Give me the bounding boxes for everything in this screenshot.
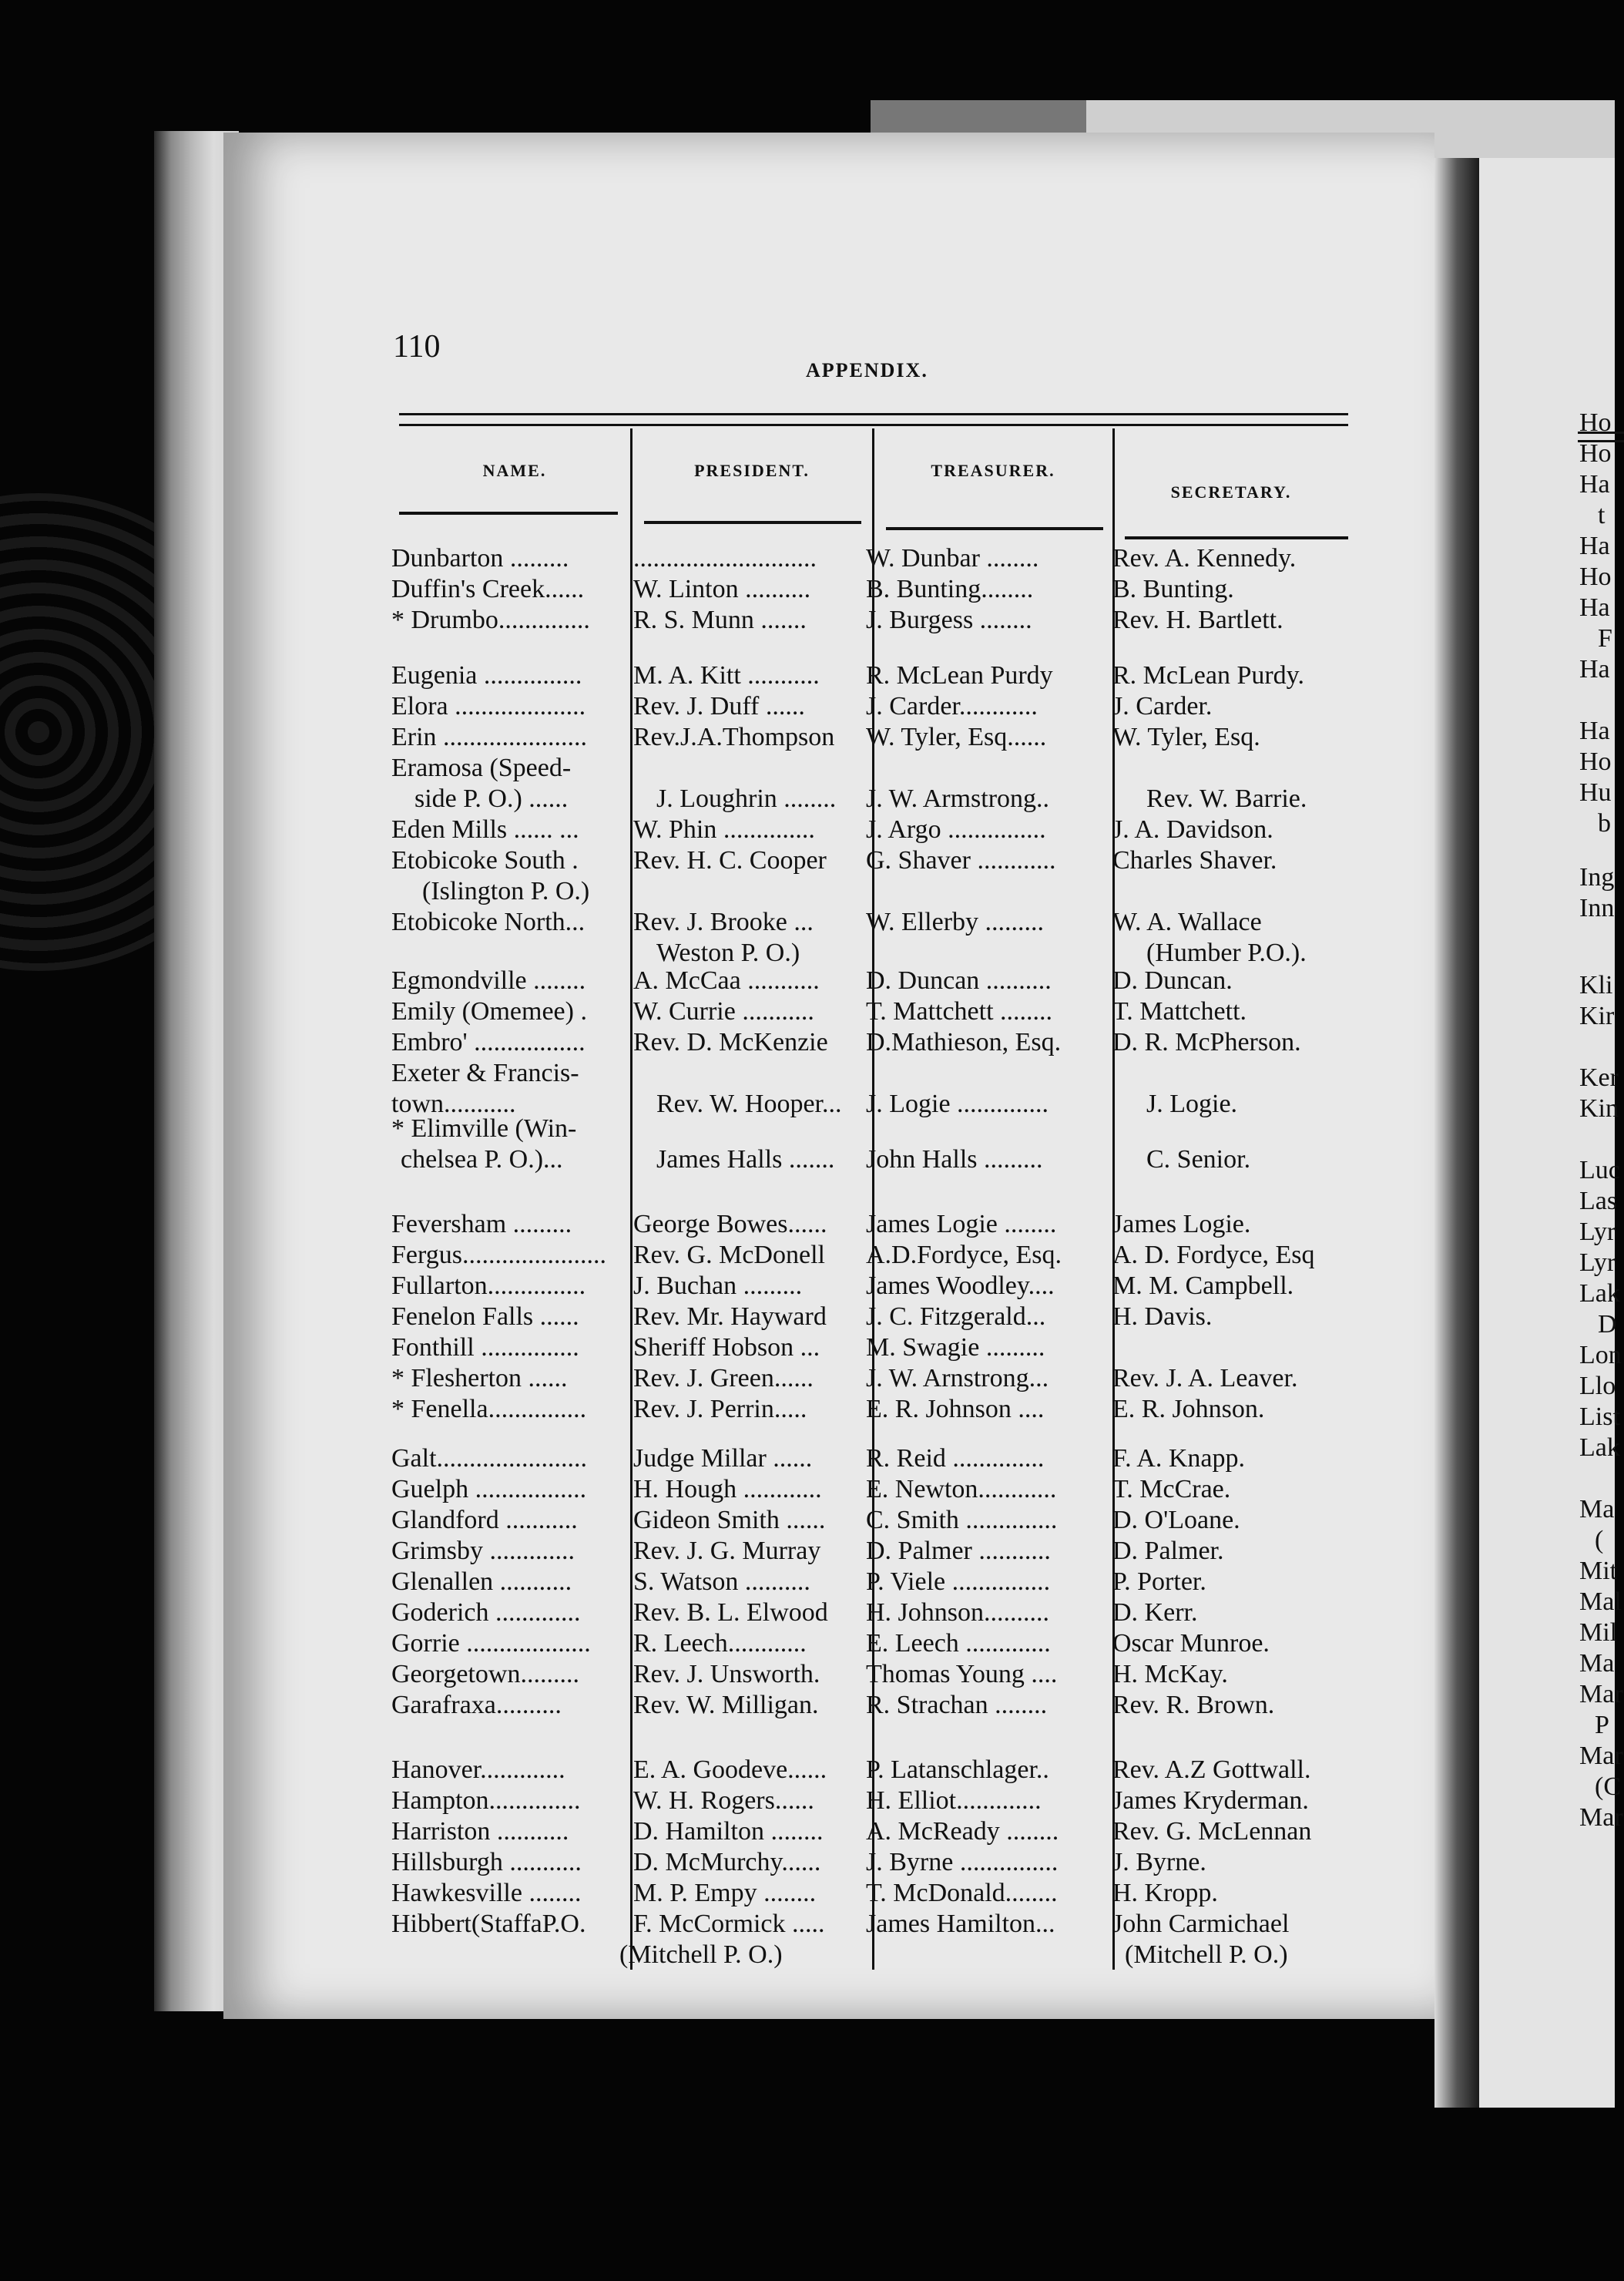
name-cell: Fullarton............... <box>391 1272 586 1300</box>
secretary-cell: Rev. J. A. Leaver. <box>1112 1364 1298 1392</box>
right-page-fragment: F <box>1598 624 1612 653</box>
name-cell: Dunbarton ......... <box>391 544 569 573</box>
president-cell: Rev.J.A.Thompson <box>633 723 835 751</box>
treasurer-cell: J. C. Fitzgerald... <box>866 1302 1046 1331</box>
treasurer-cell: W. Dunbar ........ <box>866 544 1039 573</box>
secretary-cell: R. McLean Purdy. <box>1112 661 1304 690</box>
treasurer-cell: C. Smith .............. <box>866 1506 1058 1534</box>
name-cell: side P. O.) ...... <box>414 784 569 813</box>
right-page-fragment: t <box>1598 501 1606 529</box>
treasurer-cell: G. Shaver ............ <box>866 846 1056 875</box>
name-cell: Fergus...................... <box>391 1241 606 1269</box>
president-cell: Rev. J. Brooke ... <box>633 908 814 936</box>
president-cell: Rev. J. Unsworth. <box>633 1660 820 1688</box>
name-cell: Eramosa (Speed- <box>391 754 572 782</box>
name-cell: Hanover............. <box>391 1755 565 1784</box>
name-cell: Egmondville ........ <box>391 966 586 995</box>
right-page-fragment: Lak <box>1579 1279 1620 1308</box>
name-cell: Etobicoke South . <box>391 846 579 875</box>
name-cell: Garafraxa.......... <box>391 1691 562 1719</box>
name-cell: Eugenia ............... <box>391 661 582 690</box>
president-cell: George Bowes...... <box>633 1210 827 1238</box>
name-cell: Harriston ........... <box>391 1817 569 1846</box>
secretary-cell: Oscar Munroe. <box>1112 1629 1270 1658</box>
president-cell: M. A. Kitt ........... <box>633 661 820 690</box>
secretary-cell: H. Kropp. <box>1112 1879 1218 1907</box>
name-cell: (Islington P. O.) <box>422 877 590 905</box>
treasurer-cell: James Woodley.... <box>866 1272 1055 1300</box>
right-page-fragment: b <box>1598 809 1611 838</box>
president-cell: (Mitchell P. O.) <box>619 1940 783 1969</box>
name-cell: Fenelon Falls ...... <box>391 1302 579 1331</box>
president-cell: Rev. B. L. Elwood <box>633 1598 828 1627</box>
name-cell: Glandford ........... <box>391 1506 578 1534</box>
secretary-cell: Rev. A.Z Gottwall. <box>1112 1755 1311 1784</box>
president-cell: A. McCaa ........... <box>633 966 820 995</box>
right-page-fragment: P <box>1595 1711 1609 1739</box>
right-page-fragment: Ma <box>1579 1495 1615 1523</box>
right-page-fragment: D <box>1598 1310 1617 1339</box>
secretary-cell: T. McCrae. <box>1112 1475 1231 1503</box>
column-header-secretary: SECRETARY. <box>1170 482 1292 502</box>
name-cell: Galt....................... <box>391 1444 588 1473</box>
name-cell: Fonthill ............... <box>391 1333 579 1362</box>
right-page-fragment: Ha <box>1579 655 1610 684</box>
treasurer-cell: J. Burgess ........ <box>866 606 1032 634</box>
president-cell: Rev. W. Milligan. <box>633 1691 819 1719</box>
right-page-fragment: Inn <box>1579 894 1615 922</box>
secretary-cell: Rev. R. Brown. <box>1112 1691 1275 1719</box>
name-cell: Feversham ......... <box>391 1210 572 1238</box>
right-page-fragment: Llo <box>1579 1372 1616 1400</box>
treasurer-cell: P. Latanschlager.. <box>866 1755 1049 1784</box>
treasurer-cell: R. Strachan ........ <box>866 1691 1048 1719</box>
treasurer-cell: M. Swagie ......... <box>866 1333 1045 1362</box>
president-cell: Rev. H. C. Cooper <box>633 846 827 875</box>
treasurer-cell: Thomas Young .... <box>866 1660 1058 1688</box>
secretary-cell: Rev. G. McLennan <box>1112 1817 1312 1846</box>
name-cell: Duffin's Creek...... <box>391 575 585 603</box>
president-cell: Judge Millar ...... <box>633 1444 813 1473</box>
right-page-fragment: Luc <box>1579 1156 1620 1184</box>
right-page-fragment: Lyr <box>1579 1248 1616 1277</box>
right-page-fragment: Ho <box>1579 747 1612 776</box>
column-header-treasurer: TREASURER. <box>931 461 1055 480</box>
secretary-cell: Rev. H. Bartlett. <box>1112 606 1283 634</box>
right-page-fragment: Lyr <box>1579 1218 1616 1246</box>
name-cell: * Fenella............... <box>391 1395 587 1423</box>
secretary-cell: Rev. A. Kennedy. <box>1112 544 1297 573</box>
name-cell: Grimsby ............. <box>391 1537 575 1565</box>
name-cell: Hampton.............. <box>391 1786 581 1815</box>
treasurer-cell: James Logie ........ <box>866 1210 1057 1238</box>
name-cell: Exeter & Francis- <box>391 1059 579 1087</box>
treasurer-cell: E. R. Johnson .... <box>866 1395 1045 1423</box>
president-cell: Weston P. O.) <box>656 939 800 967</box>
name-cell: Hibbert(StaffaP.O. <box>391 1910 586 1938</box>
treasurer-cell: T. McDonald........ <box>866 1879 1058 1907</box>
president-cell: W. Linton .......... <box>633 575 811 603</box>
secretary-cell: Charles Shaver. <box>1112 846 1277 875</box>
treasurer-cell: D.Mathieson, Esq. <box>866 1028 1062 1057</box>
right-page-fragment: Ho <box>1579 563 1612 591</box>
president-cell: E. A. Goodeve...... <box>633 1755 827 1784</box>
secretary-cell: James Logie. <box>1112 1210 1251 1238</box>
president-cell: Rev. W. Hooper... <box>656 1090 842 1118</box>
secretary-cell: E. R. Johnson. <box>1112 1395 1265 1423</box>
right-page-fragment: Lak <box>1579 1433 1620 1462</box>
right-page-fragment: Hu <box>1579 778 1612 807</box>
secretary-cell: C. Senior. <box>1146 1145 1251 1174</box>
treasurer-cell: J. Argo ............... <box>866 815 1046 844</box>
president-cell: D. Hamilton ........ <box>633 1817 824 1846</box>
secretary-cell: H. Davis. <box>1112 1302 1213 1331</box>
name-cell: Elora .................... <box>391 692 586 721</box>
secretary-cell: H. McKay. <box>1112 1660 1228 1688</box>
treasurer-cell: R. Reid .............. <box>866 1444 1045 1473</box>
secretary-cell: W. A. Wallace <box>1112 908 1262 936</box>
name-cell: Erin ...................... <box>391 723 588 751</box>
right-page-fragment: ( <box>1595 1526 1604 1554</box>
president-cell: F. McCormick ..... <box>633 1910 825 1938</box>
secretary-cell: J. A. Davidson. <box>1112 815 1273 844</box>
president-cell: Rev. Mr. Hayward <box>633 1302 827 1331</box>
right-page-fragment: Ker <box>1579 1063 1619 1092</box>
right-page-fragment: Kin <box>1579 1094 1619 1123</box>
name-cell: * Drumbo.............. <box>391 606 590 634</box>
right-page-fragment: Ma <box>1579 1649 1615 1678</box>
secretary-cell: Rev. W. Barrie. <box>1146 784 1307 813</box>
president-cell: Rev. J. G. Murray <box>633 1537 821 1565</box>
name-cell: Guelph ................. <box>391 1475 587 1503</box>
treasurer-cell: J. Byrne ............... <box>866 1848 1059 1876</box>
right-page-fragment: Ho <box>1579 408 1612 437</box>
right-page-fragment: Kir <box>1579 1002 1615 1030</box>
name-cell: chelsea P. O.)... <box>401 1145 563 1174</box>
treasurer-cell: J. W. Arnstrong... <box>866 1364 1049 1392</box>
secretary-cell: J. Carder. <box>1112 692 1213 721</box>
right-page-fragment: Mit <box>1579 1557 1618 1585</box>
right-page-fragment: (C <box>1595 1772 1621 1801</box>
right-page-fragment: List <box>1579 1403 1620 1431</box>
secretary-cell: D. Palmer. <box>1112 1537 1224 1565</box>
president-cell: R. S. Munn ....... <box>633 606 807 634</box>
right-page-fragment: Ing <box>1579 863 1615 892</box>
treasurer-cell: W. Ellerby ......... <box>866 908 1045 936</box>
treasurer-cell: James Hamilton... <box>866 1910 1055 1938</box>
name-cell: Gorrie ................... <box>391 1629 591 1658</box>
treasurer-cell: A.D.Fordyce, Esq. <box>866 1241 1062 1269</box>
right-page-fragment: Mal <box>1579 1587 1622 1616</box>
president-cell: D. McMurchy...... <box>633 1848 821 1876</box>
treasurer-cell: J. Logie .............. <box>866 1090 1049 1118</box>
name-cell: Embro' ................. <box>391 1028 586 1057</box>
name-cell: * Flesherton ...... <box>391 1364 568 1392</box>
running-head: APPENDIX. <box>806 359 928 381</box>
president-cell: Rev. J. Green...... <box>633 1364 814 1392</box>
secretary-cell: D. R. McPherson. <box>1112 1028 1301 1057</box>
name-cell: * Elimville (Win- <box>391 1114 577 1143</box>
name-cell: town........... <box>391 1090 516 1118</box>
secretary-cell: D. Duncan. <box>1112 966 1233 995</box>
right-page-fragment: Mar <box>1579 1803 1623 1832</box>
column-header-president: PRESIDENT. <box>694 461 810 480</box>
right-page-fragment: Mil <box>1579 1618 1618 1647</box>
name-cell: Etobicoke North... <box>391 908 586 936</box>
treasurer-cell: E. Leech ............. <box>866 1629 1051 1658</box>
secretary-cell: (Mitchell P. O.) <box>1125 1940 1288 1969</box>
right-page-fragment: Ha <box>1579 470 1610 499</box>
secretary-cell: A. D. Fordyce, Esq <box>1112 1241 1315 1269</box>
name-cell: Hillsburgh ........... <box>391 1848 582 1876</box>
secretary-cell: J. Byrne. <box>1112 1848 1206 1876</box>
president-cell: ............................ <box>633 544 817 573</box>
secretary-cell: James Kryderman. <box>1112 1786 1309 1815</box>
name-cell: Eden Mills ...... ... <box>391 815 579 844</box>
secretary-cell: T. Mattchett. <box>1112 997 1247 1026</box>
treasurer-cell: John Halls ......... <box>866 1145 1043 1174</box>
name-cell: Hawkesville ........ <box>391 1879 582 1907</box>
treasurer-cell: H. Johnson.......... <box>866 1598 1050 1627</box>
page-number: 110 <box>393 329 441 364</box>
right-page-fragment: Ha <box>1579 532 1610 560</box>
secretary-cell: F. A. Knapp. <box>1112 1444 1246 1473</box>
treasurer-cell: R. McLean Purdy <box>866 661 1053 690</box>
right-page-fragment: Mar <box>1579 1742 1623 1770</box>
right-page-fragment: Mar <box>1579 1680 1623 1708</box>
president-cell: Gideon Smith ...... <box>633 1506 826 1534</box>
president-cell: S. Watson .......... <box>633 1567 810 1596</box>
president-cell: W. Currie ........... <box>633 997 814 1026</box>
right-page-fragment: Las <box>1579 1187 1618 1215</box>
treasurer-cell: J. Carder............ <box>866 692 1038 721</box>
president-cell: Rev. D. McKenzie <box>633 1028 828 1057</box>
president-cell: James Halls ....... <box>656 1145 835 1174</box>
president-cell: Rev. J. Duff ...... <box>633 692 805 721</box>
right-page-fragment: Ha <box>1579 593 1610 622</box>
right-page-fragment: Lon <box>1579 1341 1622 1369</box>
president-cell: W. H. Rogers...... <box>633 1786 814 1815</box>
name-cell: Goderich ............. <box>391 1598 581 1627</box>
secretary-cell: D. O'Loane. <box>1112 1506 1240 1534</box>
secretary-cell: P. Porter. <box>1112 1567 1206 1596</box>
right-page <box>1479 158 1623 2108</box>
president-cell: M. P. Empy ........ <box>633 1879 817 1907</box>
president-cell: R. Leech............ <box>633 1629 807 1658</box>
president-cell: Rev. G. McDonell <box>633 1241 825 1269</box>
secretary-cell: John Carmichael <box>1112 1910 1290 1938</box>
treasurer-cell: W. Tyler, Esq...... <box>866 723 1047 751</box>
secretary-cell: D. Kerr. <box>1112 1598 1198 1627</box>
treasurer-cell: J. W. Armstrong.. <box>866 784 1050 813</box>
president-cell: J. Buchan ......... <box>633 1272 803 1300</box>
name-cell: Glenallen ........... <box>391 1567 572 1596</box>
president-cell: Rev. J. Perrin..... <box>633 1395 807 1423</box>
treasurer-cell: E. Newton............ <box>866 1475 1057 1503</box>
right-page-fragment: Ha <box>1579 717 1610 745</box>
secretary-cell: J. Logie. <box>1146 1090 1238 1118</box>
president-cell: J. Loughrin ........ <box>656 784 837 813</box>
treasurer-cell: T. Mattchett ........ <box>866 997 1053 1026</box>
right-page-fragment: Ho <box>1579 439 1612 468</box>
treasurer-cell: P. Viele ............... <box>866 1567 1051 1596</box>
president-cell: W. Phin .............. <box>633 815 815 844</box>
book-gutter <box>1434 158 1479 2108</box>
name-cell: Emily (Omemee) . <box>391 997 587 1026</box>
treasurer-cell: A. McReady ........ <box>866 1817 1059 1846</box>
column-header-name: NAME. <box>482 461 547 480</box>
treasurer-cell: H. Elliot............. <box>866 1786 1042 1815</box>
president-cell: Sheriff Hobson ... <box>633 1333 820 1362</box>
right-page-fragment: Kli <box>1579 971 1613 999</box>
treasurer-cell: D. Palmer ........... <box>866 1537 1051 1565</box>
treasurer-cell: D. Duncan .......... <box>866 966 1052 995</box>
secretary-cell: (Humber P.O.). <box>1146 939 1307 967</box>
secretary-cell: M. M. Campbell. <box>1112 1272 1294 1300</box>
secretary-cell: W. Tyler, Esq. <box>1112 723 1260 751</box>
name-cell: Georgetown......... <box>391 1660 579 1688</box>
secretary-cell: B. Bunting. <box>1112 575 1234 603</box>
president-cell: H. Hough ............ <box>633 1475 822 1503</box>
treasurer-cell: B. Bunting........ <box>866 575 1034 603</box>
